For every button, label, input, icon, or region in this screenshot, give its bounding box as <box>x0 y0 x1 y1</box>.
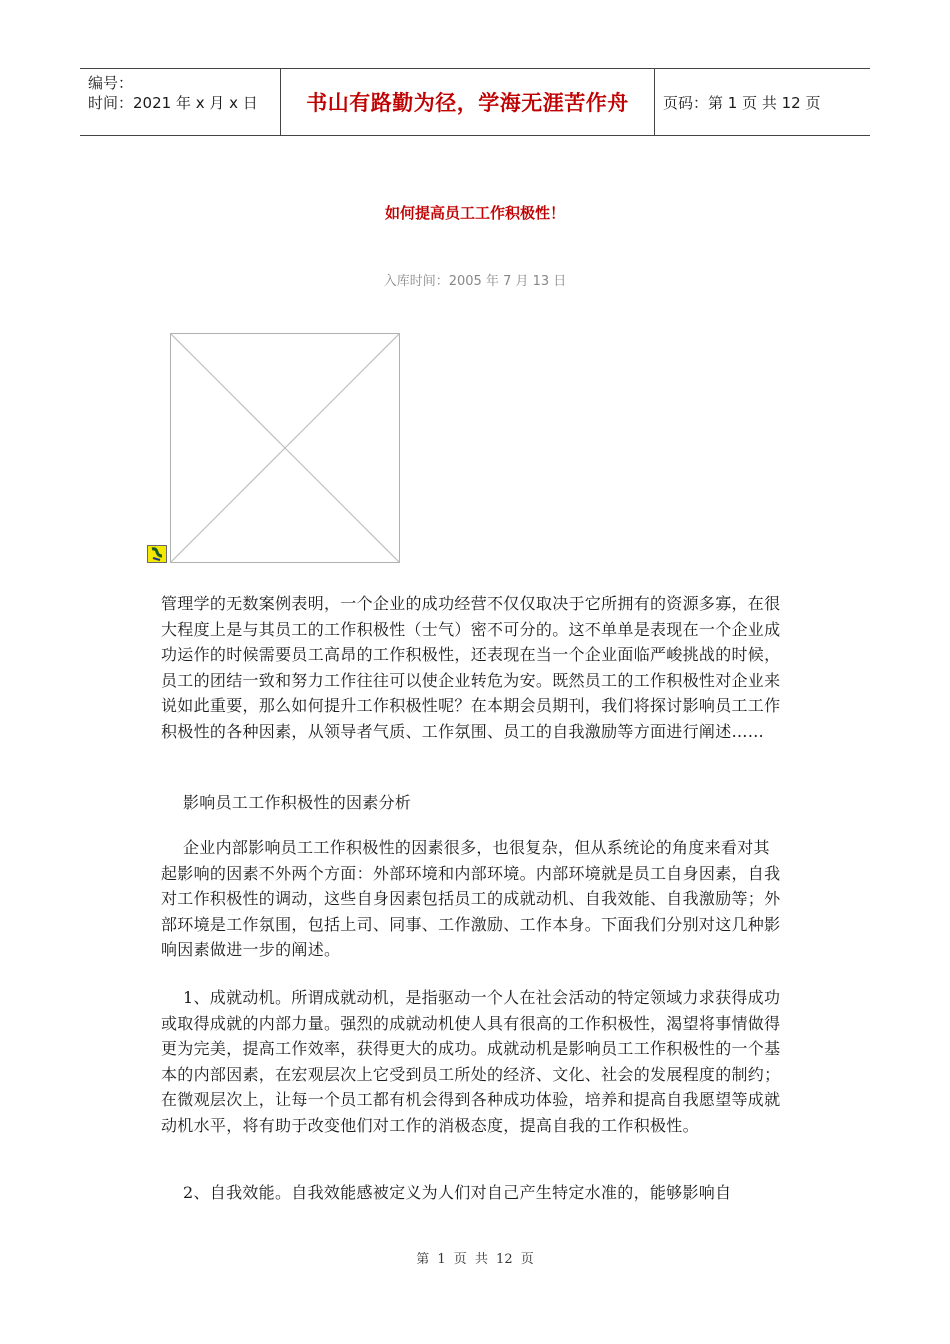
page-info: 页码：第 1 页 共 12 页 <box>663 93 821 112</box>
header-meta-cell <box>80 69 281 135</box>
image-placeholder <box>170 333 400 563</box>
header-page-cell <box>655 69 870 135</box>
time-label: 时间：2021 年 x 月 x 日 <box>88 94 258 112</box>
paragraph-intro: 管理学的无数案例表明，一个企业的成功经营不仅仅取决于它所拥有的资源多寡，在很大程度上是与其员工的工作积极性（士气）密不可分的。这不单单是表现在一个企业成功运作的时候需要员工高昂的工作积极性，还表现在当一个企业面临严峻挑战的时候，员工的团结一致和努力工作往往可以使企业转危为安。既然员工的工作积极性对企业来说如此重要，那么如何提升工作积极性呢？在本期会员期刊，我们将探讨影响员工工作积极性的各种因素，从领导者气质、工作氛围、员工的自我激励等方面进行阐述…… <box>161 594 781 741</box>
article-meta: 入库时间：2005 年 7 月 13 日 <box>383 274 567 289</box>
motto-text: 书山有路勤为径，学海无涯苦作舟 <box>306 91 629 115</box>
document-header <box>80 68 870 136</box>
number-label: 编号： <box>88 74 134 92</box>
paragraph-factors: 企业内部影响员工工作积极性的因素很多，也很复杂，但从系统论的角度来看对其起影响的因素不外两个方面：外部环境和内部环境。内部环境就是员工自身因素，自我对工作积极性的调动，这些自身因素包括员工的成就动机、自我效能、自我激励等；外部环境是工作氛围，包括上司、同事、工作激励、工作本身。下面我们分别对这几种影响因素做进一步的阐述。 <box>161 838 781 959</box>
header-motto-cell <box>281 69 655 135</box>
paragraph-self-efficacy: 2、自我效能。自我效能感被定义为人们对自己产生特定水准的，能够影响自 <box>183 1183 732 1202</box>
page-footer: 第 1 页 共 12 页 <box>416 1252 534 1267</box>
broken-image-icon <box>147 545 167 563</box>
paragraph-achievement-motivation: 1、成就动机。所谓成就动机，是指驱动一个人在社会活动的特定领域力求获得成功或取得成就的内部力量。强烈的成就动机使人具有很高的工作积极性，渴望将事情做得更为完美，提高工作效率，获得更大的成功。成就动机是影响员工工作积极性的一个基本的内部因素，在宏观层次上它受到员工所处的经济、文化、社会的发展程度的制约；在微观层次上，让每一个员工都有机会得到各种成功体验，培养和提高自我愿望等成就动机水平，将有助于改变他们对工作的消极态度，提高自我的工作积极性。 <box>161 988 781 1135</box>
article-title: 如何提高员工工作积极性！ <box>384 204 565 222</box>
section-heading: 影响员工工作积极性的因素分析 <box>183 793 412 812</box>
